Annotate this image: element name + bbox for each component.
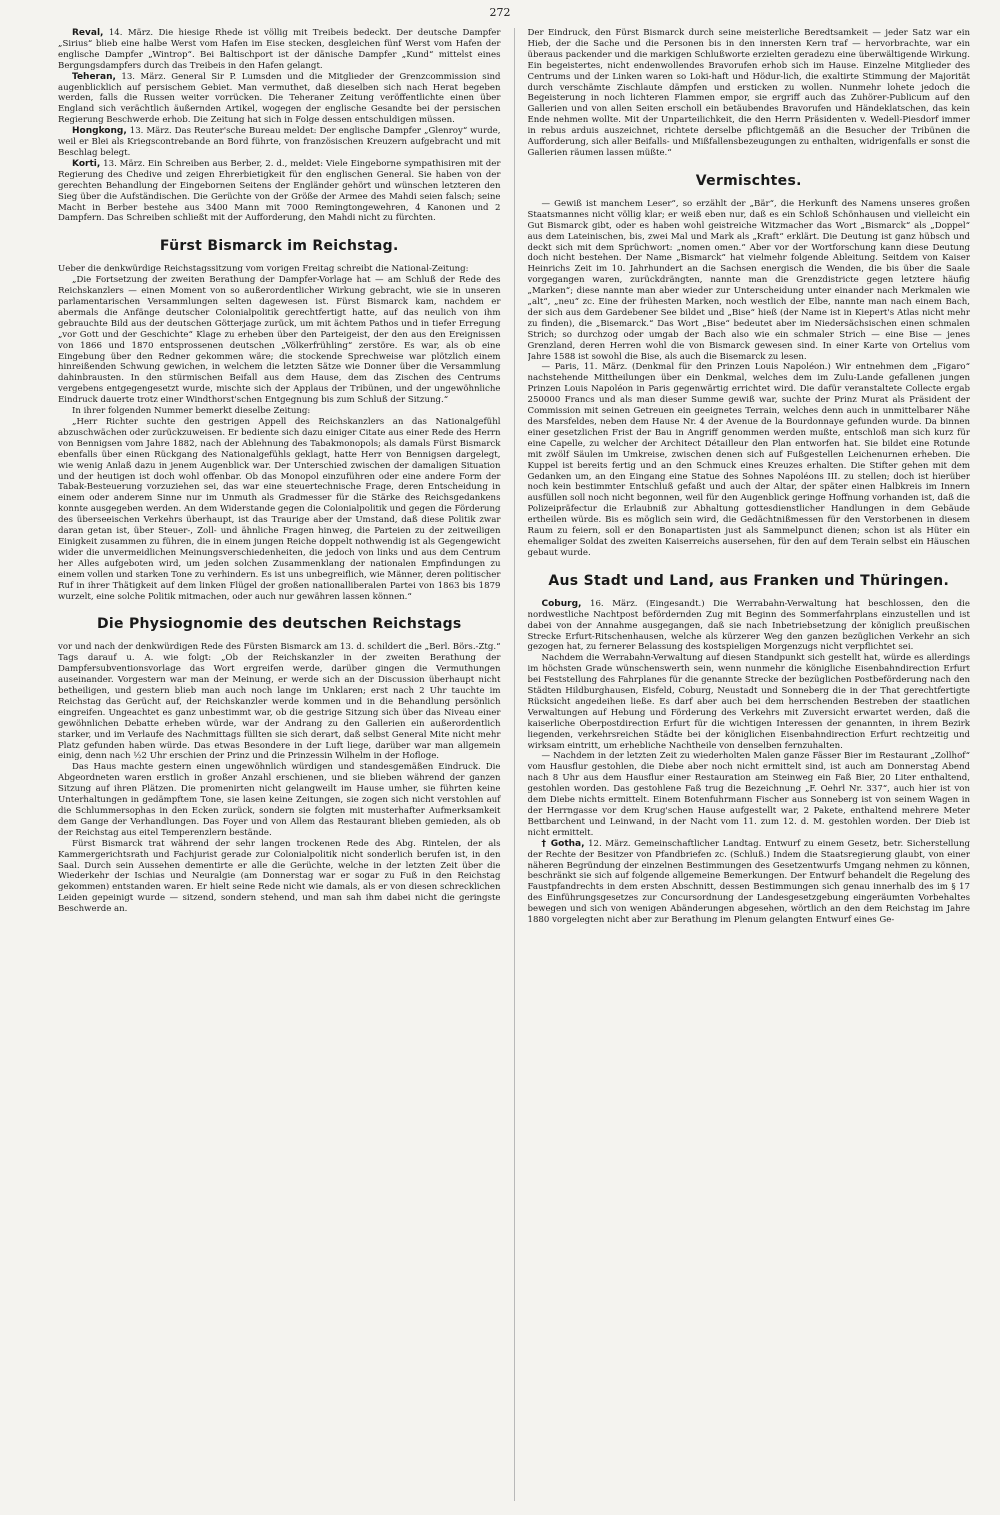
telegram-text: 14. März. Die hiesige Rhede ist völlig mit Treibeis bedeckt. Der deutsche Dampfer „Sirius“ blieb eine halbe Werst vom Hafen im Eise stecken, desgleichen fünf Werst vom Hafen der englische Dampfer „Wintrop“. Bei Baltischport ist der dänische Dampfer „Kund“ mittelst eines Bergungsdampfers durch das Treibeis in den Hafen gelangt.	[58, 28, 501, 71]
telegram-teheran	[58, 72, 501, 127]
dateline-place: Coburg,	[541, 598, 582, 609]
telegram-text: 13. März. Ein Schreiben aus Berber, 2. d., meldet: Viele Eingeborne sympathisiren mit der Regierung des Chedive und zeigen Ehrerbietigkeit für den englischen General. Sie haben von der gerechten Behandlung der Eingebornen Seitens der Engländer gehört und wünschen letzteren den Sieg über die Aufständischen. Die Gerüchte von der Größe der Armee des Mahdi seien falsch; seine Macht in Berber bestehe aus 3400 Mann mit 7000 Remingtongewehren, 4 Kanonen und 2 Dampfern. Das Schreiben schließt mit der Aufforderung, den Mahdi nicht zu fürchten.	[58, 158, 501, 224]
right-column	[528, 28, 971, 1501]
article-text: 12. März. Gemeinschaftlicher Landtag. Entwurf zu einem Gesetz, betr. Sicherstellung der Rechte der Besitzer von Pfandbriefen zc. (Schluß.) Indem die Staatsregierung glaubt, von einer näheren Begründung der einzelnen Bestimmungen des Gesetzentwurfs Umgang nehmen zu können, beschränkt sie sich auf folgende allgemeine Bemerkungen. Der Entwurf behandelt die Regelung des Faustpfandrechts in dem ersten Abschnitt, dessen Bestimmungen sich genau innerhalb des im § 17 des Einführungsgesetzes zur Concursordnung der Landesgesetzgebung eingeräumten Vorbehaltes bewegen und sich von wenigen Abänderungen abgesehen, wörtlich an den dem Reichstag im Jahre 1880 vorgelegten nicht aber zur Berathung im Plenum gelangten Entwurf eines Ge-	[527, 838, 970, 926]
left-column	[58, 28, 501, 1501]
section-title-aus-stadt-und-land: Aus Stadt und Land, aus Franken und Thüringen.	[548, 572, 950, 589]
article-text: Nachdem die Werrabahn-Verwaltung auf diesen Standpunkt sich gestellt hat, würde es allerdings im höchsten Grade wünschenswerth sein, wenn nunmehr die königliche Eisenbahndirection Erfurt bei Feststellung des Fahrplanes für die genannte Strecke der bezüglichen Postbeförderung nach den Städten Hildburghausen, Eisfeld, Coburg, Neustadt und Sonneberg die in der That gerechtfertigte Rücksicht angedeihen ließe. Es darf aber auch bei dem herrschenden Bestreben der staatlichen Verwaltungen auf Hebung und Förderung des Verkehrs mit Zuversicht erwartet werden, daß die kaiserliche Oberpostdirection Erfurt für die wichtigen Interessen der genannten, in ihrem Bezirk liegenden, verkehrsreichen Städte bei der königlichen Eisenbahndirection Erfurt rechtzeitig und wirksam eintritt, um erhebliche Nachtheile von denselben fernzuhalten.	[527, 653, 970, 751]
article-paragraph: — Gewiß ist manchem Leser“, so erzählt der „Bär“, die Herkunft des Namens unseres großen Staatsmannes nicht völlig klar; er weiß eben nur, daß es ein Schloß Schönhausen und vielleicht ein Gut Bismarck gibt, oder es haben wohl geistreiche Witzmacher das Wort „Bismarck“ als „Doppel“ aus dem Lateinischen, bis, zwei Mal und Mark als „Kraft“ erklärt. Die Deutung ist ganz hübsch und deckt sich mit dem Sprüchwort: „nomen omen.“ Aber vor der Wortforschung kann diese Deutung doch nicht bestehen. Der Name „Bismarck“ hat vielmehr folgende Ableitung. Seitdem von Kaiser Heinrichs Zeit im 10. Jahrhundert an die Sachsen energisch die Wenden, die bis über die Saale vorgegangen waren, zurückdrängten, nannte man die Grenzdistricte gegen letztere häufig „Marken“; diese nannte man aber wieder zur Unterscheidung unter einander nach Merkmalen wie „alt“, „neu“ zc. Eine der frühesten Marken, noch westlich der Elbe, nannte man nach einem Bach, der sich aus dem Gardebener See bildet und „Bise“ hieß (der Name ist in Kiepert's Atlas nicht mehr zu finden), die „Bisemarck.“ Das Wort „Bise“ bedeutet aber im Niedersächsischen einen schmalen Strich; so durchzog oder umgab der Bach also wie ein schmaler Strich — eine Bise — jenes Grenzland, deren Herren wohl die von Bismarck gewesen sind. In einer Karte von Ortelius vom Jahre 1588 ist sowohl die Bise, als auch die Bisemarck zu lesen.	[527, 198, 970, 362]
article-paragraph: „Die Fortsetzung der zweiten Berathung der Dampfer-Vorlage hat — am Schluß der Rede des Reichskanzlers — einen Moment von so außerordentlicher Wirkung gebracht, wie sie in unseren parlamentarischen Versammlungen selten dagewesen ist. Fürst Bismarck kam, nachdem er abermals die Anfänge deutscher Colonialpolitik gerechtfertigt hatte, auf das neulich von ihm gebrauchte Bild aus der deutschen Götterjage zurück, um mit ächtem Pathos und in tiefer Erregung „vor Gott und der Geschichte“ Klage zu erheben über den Parteigeist, der den aus den Ereignissen von 1866 und 1870 entsprossenen deutschen „Völkerfrühling“ zerstöre. Es war, als ob eine Eingebung über den Redner gekommen wäre; die stockende Sprechweise war plötzlich einem hinreißenden Schwung gewichen, in welchem die letzten Sätze wie Donner über die Versammlung dahinbrausten. In den stürmischen Beifall aus dem Hause, dem das Zischen des Centrums vergebens entgegengesetzt wurde, mischte sich der Applaus der Tribünen, und der ungewöhnliche Eindruck dauerte trotz einer Windthorst'schen Entgegnung bis zum Schluß der Sitzung.“	[58, 275, 501, 406]
telegram-korti	[58, 159, 501, 224]
article-paragraph	[528, 599, 971, 654]
telegram-hongkong	[58, 126, 501, 159]
article-paragraph: Fürst Bismarck trat während der sehr langen trockenen Rede des Abg. Rintelen, der als Kammergerichtsrath und Fachjurist gerade zur Colonialpolitik nicht sonderlich berufen ist, in den Saal. Durch sein Aussehen dementirte er alle die Gerüchte, welche in der letzten Zeit über die Wiederkehr der Ischias und Neuralgie (am Donnerstag war er sogar zu Fuß in den Reichstag gekommen) entstanden waren. Er hielt seine Rede nicht wie damals, als er von diesen schrecklichen Leiden gepeinigt wurde — sitzend, sondern stehend, und man sah ihm dabei nicht die geringste Beschwerde an.	[58, 838, 501, 915]
dateline-place: Korti,	[72, 158, 101, 169]
article-paragraph: Der Eindruck, den Fürst Bismarck durch seine meisterliche Beredtsamkeit — jeder Satz war ein Hieb, der die Sache und die Personen bis in den innersten Kern traf — hervorbrachte, war ein überaus packender und die markigen Schlußworte erzielten geradezu eine überwältigende Wirkung. Ein begeistertes, nicht endenwollendes Bravorufen erhob sich im Hause. Einzelne Mitglieder des Centrums und der Linken waren so Loki-haft und Hödur-lich, die exaltirte Stimmung der Majorität durch verschämte Zischlaute dämpfen und ersticken zu wollen. Nunmehr lohete jedoch die Begeisterung in noch lichteren Flammen empor, sie ergriff auch das Zuhörer-Publicum auf den Gallerien und von allen Seiten erscholl ein betäubendes Bravorufen und Händeklatschen, das kein Ende nehmen wollte. Mit der Unparteilichkeit, die den Herrn Präsidenten v. Wedell-Piesdorf immer in rebus arduis auszeichnet, richtete derselbe pflichtgemäß an die Besucher der Tribünen die Aufforderung, sich aller Beifalls- und Mißfallensbezeugungen zu enthalten, widrigenfalls er sonst die Gallerien räumen lassen müßte.“	[527, 28, 970, 158]
telegram-text: 13. März. General Sir P. Lumsden und die Mitglieder der Grenzcommission sind augenblicklich auf persischem Gebiet. Man vermuthet, daß dieselben sich nach Herat begeben werden, falls die Russen weiter vorrücken. Die Teheraner Zeitung veröffentlichte einen über England sich verächtlich äußernden Artikel, wogegen der englische Gesandte bei der persischen Regierung Beschwerde erhob. Die Zeitung hat sich in Folge dessen entschuldigen müssen.	[58, 71, 501, 126]
telegram-reval	[58, 28, 501, 72]
article-paragraph: In ihrer folgenden Nummer bemerkt dieselbe Zeitung:	[72, 406, 311, 417]
page-number: 272	[489, 6, 511, 19]
article-paragraph: „Herr Richter suchte den gestrigen Appell des Reichskanzlers an das Nationalgefühl abzuschwächen oder zurückzuweisen. Er bediente sich dazu einiger Citate aus einer Rede des Herrn von Bennigsen vom Jahre 1882, nach der Ablehnung des Tabakmonopols; als damals Fürst Bismarck ebenfalls über einen Rückgang des Nationalgefühls geklagt, hatte Herr von Bennigsen dargelegt, wie wenig Anlaß dazu in jenem Augenblick war. Der Unterschied zwischen der damaligen Situation und der heutigen ist doch wohl offenbar. Ob das Monopol einzuführen oder eine andere Form der Tabak-Besteuerung vorzuziehen sei, das war eine steuertechnische Frage, deren Entscheidung in einem oder anderem Sinne nur im Unmuth als Gradmesser für die Stärke des Reichsgedankens konnte ausgegeben werden. An dem Widerstande gegen die Colonialpolitik und gegen die Förderung des überseeischen Verkehrs überhaupt, ist das Traurige aber der Umstand, daß diese Politik zwar daran getan ist, über Steuer-, Zoll- und ähnliche Fragen hinweg, die Parteien zu der zeitweiligen Einigkeit zusammen zu führen, die in einem jungen Reiche doppelt nothwendig ist als Gegengewicht wider die unvermeidlichen Meinungsverschiedenheiten, die jedoch von links und aus dem Centrum her Alles aufgeboten wird, um jeden solchen Zusammenklang der nationalen Empfindungen zu einem vollen und starken Tone zu verhindern. Es ist uns unbegreiflich, wie Männer, deren politischer Ruf in ihrer Thätigkeit auf dem linken Flügel der großen nationalliberalen Partei von 1863 bis 1879 wurzelt, eine solche Politik mitmachen, oder auch nur gewähren lassen können.“	[58, 417, 501, 602]
dateline-place: Reval,	[72, 28, 104, 38]
telegram-text: 13. März. Das Reuter'sche Bureau meldet: Der englische Dampfer „Glenroy“ wurde, weil er Blei als Kriegscontrebande an Bord führte, von französischen Kreuzern aufgebracht und mit Beschlag belegt.	[58, 126, 501, 158]
article-paragraph	[528, 653, 971, 751]
dateline-place: Teheran,	[72, 71, 116, 82]
article-paragraph	[528, 839, 971, 926]
article-text: 16. März. (Eingesandt.) Die Werrabahn-Verwaltung hat beschlossen, den die nordwestliche Nachtpost befördernden Zug mit Beginn des Sommerfahrplans einzustellen und ist dabei von der Annahme ausgegangen, daß sie nach Inbetriebsetzung der königlich preußischen Strecke Erfurt-Ritschenhausen, welche als kürzerer Weg den ganzen bezüglichen Verkehr an sich gezogen hat, zu fernerer Belassung des kostspieligen Morgenzugs nicht verpflichtet sei.	[527, 598, 970, 653]
article-text: — Nachdem in der letzten Zeit zu wiederholten Malen ganze Fässer Bier im Restaurant „Zollhof“ vom Hausflur gestohlen, die Diebe aber noch nicht ermittelt sind, ist auch am Donnerstag Abend nach 8 Uhr aus dem Hausflur einer Restauration am Steinweg ein Faß Bier, 20 Liter enthaltend, gestohlen worden. Das gestohlene Faß trug die Bezeichnung „F. Oehrl Nr. 337“, auch hier ist von dem Diebe nichts ermittelt. Einem Botenfuhrmann Fischer aus Sonneberg ist von seinem Wagen in der Herrngasse vor dem Krug'schen Hause aufgestellt war, 2 Pakete, enthaltend mehrere Meter Bettbarchent und Leinwand, in der Nacht vom 11. zum 12. d. M. gestohlen worden. Der Dieb ist nicht ermittelt.	[527, 751, 970, 838]
article-paragraph: Ueber die denkwürdige Reichstagssitzung vom vorigen Freitag schreibt die National-Zeitung:	[58, 264, 469, 275]
dateline-place: † Gotha,	[541, 838, 585, 849]
telegrams	[58, 28, 501, 224]
section-title-vermischtes: Vermischtes.	[695, 172, 802, 189]
dateline-place: Hongkong,	[72, 126, 127, 137]
article-title-bismarck: Fürst Bismarck im Reichstag.	[159, 238, 399, 255]
article-paragraph: Das Haus machte gestern einen ungewöhnlich würdigen und standesgemäßen Eindruck. Die Abgeordneten waren erstlich in großer Anzahl erschienen, und sie blieben während der ganzen Sitzung auf ihren Plätzen. Die promenirten nicht gelangweilt im Hause umher, sie führten keine Unterhaltungen in gedämpftem Tone, sie lasen keine Zeitungen, sie zogen sich nicht verstohlen auf die Schlummersophas in den Ecken zurück, sondern sie folgten mit musterhafter Aufmerksamkeit dem Gange der Verhandlungen. Das Foyer und von Allem das Restaurant blieben gemieden, als ob der Reichstag aus eitel Temperenzlern bestände.	[58, 762, 501, 838]
columns	[58, 28, 970, 1501]
article-paragraph: — Paris, 11. März. (Denkmal für den Prinzen Louis Napoléon.) Wir entnehmen dem „Figaro“ nachstehende Mittheilungen über ein Denkmal, welches dem im Zulu-Lande gefallenen jungen Prinzen Louis Napoléon in Paris gegenwärtig errichtet wird. Die dafür veranstaltete Collecte ergab 250000 Francs und als man dieser Summe gewiß war, suchte der Prinz Murat als Präsident der Commission mit seinen Getreuen ein geeignetes Terrain, welches denn auch in unmittelbarer Nähe des Marsfeldes, neben dem Hause Nr. 4 der Avenue de la Bourdonnaye gefunden wurde. Da binnen einer gesetzlichen Frist der Bau in Angriff genommen werden mußte, entschloß man sich kurz für eine Capelle, zu welcher der Architect Détailleur den Plan entworfen hat. Sie bildet eine Rotunde mit zwölf Säulen im Umkreise, zwischen denen sich auf Fußgestellen Leichenurnen erheben. Die Kuppel ist bereits fertig und an den Schmuck eines Kreuzes erhalten. Die Stifter gehen mit dem Gedanken um, an den Eingang eine Statue des Sohnes Napoléons III. zu stellen; doch ist hierüber noch kein bestimmter Entschluß gefaßt und auch der Altar, der später einen Halbkreis im Innern ausfüllen soll noch nicht begonnen, weil für den Augenblick geringe Hoffnung vorhanden ist, daß die Polizeipräfectur die Erlaubniß zur Abhaltung gottesdienstlicher Handlungen in dem Gebäude ertheilen würde. Bis es möglich sein wird, die Gedächtnißmessen für den Verstorbenen in diesem Raum zu feiern, soll er den Bonapartisten just als Sammelpunct dienen; schon ist als Hüter ein ehemaliger Soldat des zweiten Kaiserreichs ausersehen, für den auf dem Terain selbst ein Häuschen gebaut wurde.	[527, 362, 970, 558]
article-paragraph	[528, 751, 971, 838]
column-divider	[514, 28, 515, 1501]
article-paragraph: vor und nach der denkwürdigen Rede des Fürsten Bismarck am 13. d. schildert die „Berl. Börs.-Ztg.“ Tags darauf u. A. wie folgt: „Ob der Reichskanzler in der zweiten Berathung der Dampfersubventionsvorlage das Wort ergreifen werde, darüber gingen die Vermuthungen auseinander. Vorgestern war man der Meinung, er werde sich an der Discussion überhaupt nicht betheiligen, und gestern blieb man auch noch lange im Unklaren; erst nach 2 Uhr tauchte im Reichstag das Gerücht auf, der Reichskanzler werde kommen und in die Behandlung persönlich eingreifen. Ungeachtet es ganz unbestimmt war, ob die gestrige Sitzung sich über das Niveau einer gewöhnlichen Debatte erheben würde, war der Andrang zu den Gallerien ein außerordentlich starker, und im Verlaufe des Nachmittags füllten sie sich derart, daß selbst General Mite nicht mehr Platz gefunden haben würde. Das etwas Besondere in der Luft liege, darüber war man allgemein einig, denn nach ½2 Uhr erschien der Prinz und die Prinzessin Wilhelm in der Hofloge.	[58, 642, 501, 762]
article-title-physiognomie: Die Physiognomie des deutschen Reichstags	[96, 616, 462, 633]
